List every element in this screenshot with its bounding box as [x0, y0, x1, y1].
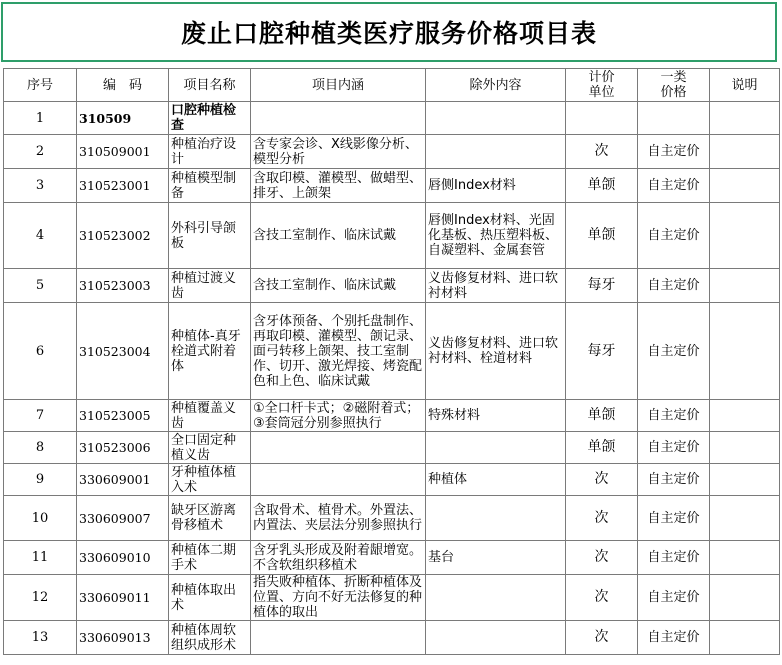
cell-price: 自主定价 — [638, 575, 710, 621]
cell-content — [251, 102, 426, 135]
table-row — [4, 169, 780, 203]
table-row — [4, 432, 780, 464]
cell-unit: 每牙 — [566, 269, 638, 303]
cell-no: 10 — [4, 496, 77, 541]
header-no: 序号 — [4, 69, 77, 102]
cell-price: 自主定价 — [638, 169, 710, 203]
header-name: 项目名称 — [169, 69, 251, 102]
cell-content — [251, 621, 426, 655]
cell-exclude: 基台 — [426, 541, 566, 575]
cell-code: 310523001 — [77, 169, 169, 203]
header-note: 说明 — [710, 69, 780, 102]
header-content: 项目内涵 — [251, 69, 426, 102]
cell-price: 自主定价 — [638, 496, 710, 541]
table-row — [4, 400, 780, 432]
cell-content: 含取印模、灌模型、做蜡型、排牙、上颌架 — [251, 169, 426, 203]
cell-name: 缺牙区游离骨移植术 — [169, 496, 251, 541]
cell-note — [710, 496, 780, 541]
cell-name: 口腔种植检查 — [169, 102, 251, 135]
cell-name: 种植覆盖义齿 — [169, 400, 251, 432]
table-row — [4, 135, 780, 169]
header-unit-text: 计价 单位 — [588, 70, 615, 100]
cell-note — [710, 400, 780, 432]
cell-no: 8 — [4, 432, 77, 464]
cell-name: 种植体取出术 — [169, 575, 251, 621]
cell-exclude — [426, 432, 566, 464]
cell-price: 自主定价 — [638, 203, 710, 269]
cell-note — [710, 432, 780, 464]
table-row — [4, 541, 780, 575]
cell-no: 3 — [4, 169, 77, 203]
cell-content: 指失败种植体、折断种植体及位置、方向不好无法修复的种植体的取出 — [251, 575, 426, 621]
cell-code: 310509 — [77, 102, 169, 135]
title-box — [1, 2, 777, 62]
cell-name: 种植体周软组织成形术 — [169, 621, 251, 655]
cell-no: 9 — [4, 464, 77, 496]
cell-code: 330609007 — [77, 496, 169, 541]
cell-code: 310523003 — [77, 269, 169, 303]
cell-note — [710, 135, 780, 169]
cell-unit: 次 — [566, 621, 638, 655]
cell-note — [710, 464, 780, 496]
cell-note — [710, 621, 780, 655]
cell-note — [710, 203, 780, 269]
cell-name: 种植治疗设计 — [169, 135, 251, 169]
cell-content: 含技工室制作、临床试戴 — [251, 203, 426, 269]
cell-note — [710, 269, 780, 303]
cell-code: 330609010 — [77, 541, 169, 575]
cell-exclude: 义齿修复材料、进口软衬材料、栓道材料 — [426, 303, 566, 400]
header-price-text: 一类 价格 — [660, 70, 687, 100]
table-row — [4, 575, 780, 621]
cell-content: 含专家会诊、X线影像分析、模型分析 — [251, 135, 426, 169]
cell-content: 含技工室制作、临床试戴 — [251, 269, 426, 303]
header-unit — [566, 69, 638, 102]
table-row — [4, 269, 780, 303]
cell-exclude: 义齿修复材料、进口软衬材料 — [426, 269, 566, 303]
header-price — [638, 69, 710, 102]
cell-unit: 次 — [566, 464, 638, 496]
cell-price: 自主定价 — [638, 464, 710, 496]
cell-price: 自主定价 — [638, 269, 710, 303]
cell-note — [710, 102, 780, 135]
cell-unit: 次 — [566, 541, 638, 575]
cell-code: 330609001 — [77, 464, 169, 496]
cell-unit: 单颌 — [566, 432, 638, 464]
cell-name: 种植体二期手术 — [169, 541, 251, 575]
header-code: 编 码 — [77, 69, 169, 102]
cell-name: 种植模型制备 — [169, 169, 251, 203]
cell-content: 含取骨术、植骨术。外置法、内置法、夹层法分别参照执行 — [251, 496, 426, 541]
cell-note — [710, 303, 780, 400]
cell-content — [251, 432, 426, 464]
cell-content — [251, 464, 426, 496]
cell-unit: 单颌 — [566, 400, 638, 432]
cell-exclude — [426, 575, 566, 621]
cell-no: 5 — [4, 269, 77, 303]
cell-unit: 次 — [566, 575, 638, 621]
cell-name: 牙种植体植入术 — [169, 464, 251, 496]
cell-content: ①全口杆卡式；②磁附着式；③套筒冠分别参照执行 — [251, 400, 426, 432]
cell-exclude — [426, 102, 566, 135]
cell-exclude: 种植体 — [426, 464, 566, 496]
cell-note — [710, 169, 780, 203]
cell-unit: 次 — [566, 135, 638, 169]
cell-code: 310523004 — [77, 303, 169, 400]
table-row — [4, 496, 780, 541]
cell-name: 全口固定种植义齿 — [169, 432, 251, 464]
cell-no: 2 — [4, 135, 77, 169]
header-exclude: 除外内容 — [426, 69, 566, 102]
cell-exclude — [426, 135, 566, 169]
table-row — [4, 203, 780, 269]
cell-no: 13 — [4, 621, 77, 655]
cell-code: 330609011 — [77, 575, 169, 621]
cell-price: 自主定价 — [638, 432, 710, 464]
cell-unit: 每牙 — [566, 303, 638, 400]
cell-code: 310523006 — [77, 432, 169, 464]
table-row — [4, 621, 780, 655]
cell-no: 12 — [4, 575, 77, 621]
cell-unit — [566, 102, 638, 135]
cell-no: 11 — [4, 541, 77, 575]
cell-unit: 单颌 — [566, 169, 638, 203]
cell-price: 自主定价 — [638, 621, 710, 655]
cell-exclude: 唇侧Index材料 — [426, 169, 566, 203]
cell-code: 310523002 — [77, 203, 169, 269]
cell-unit: 次 — [566, 496, 638, 541]
table-row — [4, 102, 780, 135]
cell-code: 310523005 — [77, 400, 169, 432]
price-table — [3, 68, 780, 655]
cell-exclude — [426, 496, 566, 541]
cell-code: 330609013 — [77, 621, 169, 655]
cell-no: 1 — [4, 102, 77, 135]
cell-no: 6 — [4, 303, 77, 400]
cell-exclude — [426, 621, 566, 655]
cell-code: 310509001 — [77, 135, 169, 169]
cell-name: 种植过渡义齿 — [169, 269, 251, 303]
cell-content: 含牙体预备、个别托盘制作、再取印模、灌模型、颌记录、面弓转移上颌架、技工室制作、切开、激光焊接、烤瓷配色和上色、临床试戴 — [251, 303, 426, 400]
cell-price: 自主定价 — [638, 303, 710, 400]
cell-unit: 单颌 — [566, 203, 638, 269]
cell-name: 外科引导颌板 — [169, 203, 251, 269]
cell-price: 自主定价 — [638, 400, 710, 432]
cell-exclude: 唇侧Index材料、光固化基板、热压塑料板、自凝塑料、金属套管 — [426, 203, 566, 269]
cell-price: 自主定价 — [638, 541, 710, 575]
cell-note — [710, 575, 780, 621]
cell-price — [638, 102, 710, 135]
cell-no: 4 — [4, 203, 77, 269]
table-row — [4, 464, 780, 496]
cell-exclude: 特殊材料 — [426, 400, 566, 432]
cell-no: 7 — [4, 400, 77, 432]
cell-content: 含牙乳头形成及附着龈增宽。不含软组织移植术 — [251, 541, 426, 575]
table-header-row — [4, 69, 780, 102]
cell-price: 自主定价 — [638, 135, 710, 169]
table-row — [4, 303, 780, 400]
cell-note — [710, 541, 780, 575]
page-title: 废止口腔种植类医疗服务价格项目表 — [180, 19, 597, 48]
cell-name: 种植体-真牙栓道式附着体 — [169, 303, 251, 400]
